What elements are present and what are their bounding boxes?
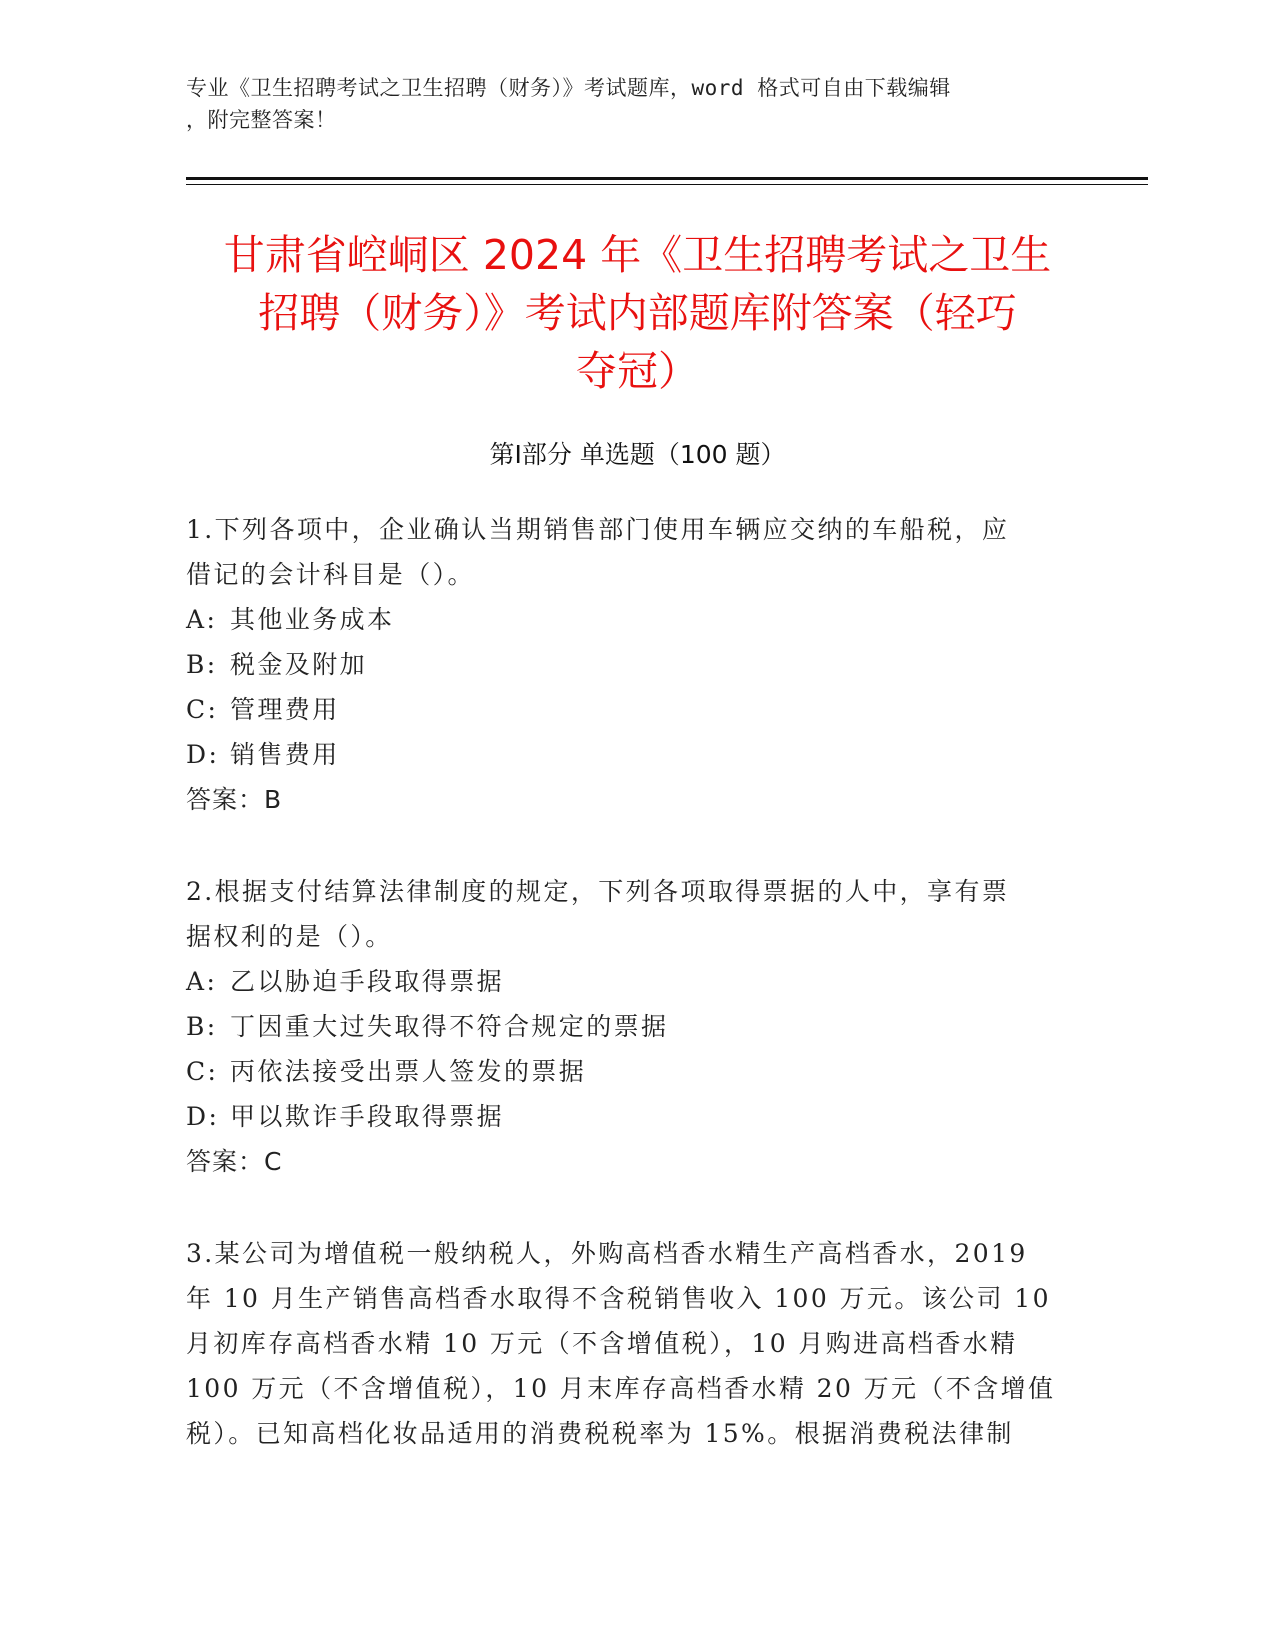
option-text: 管理费用 <box>230 695 340 724</box>
option-key: C: <box>186 695 219 724</box>
option-key: B: <box>186 1012 218 1041</box>
section-title: 第Ⅰ部分 单选题（100 题） <box>489 440 786 469</box>
question-stem-line: 100 万元（不含增值税），10 月末库存高档香水精 20 万元（不含增值 <box>186 1374 1056 1403</box>
option-key: D: <box>186 1102 220 1131</box>
option-b <box>186 1004 1086 1049</box>
option-b <box>186 642 1086 687</box>
question-stem-line: 2.根据支付结算法律制度的规定，下列各项取得票据的人中，享有票 <box>186 877 1010 906</box>
option-text: 甲以欺诈手段取得票据 <box>230 1102 505 1131</box>
option-text: 销售费用 <box>230 740 340 769</box>
option-c <box>186 687 1086 732</box>
answer-line: 答案：C <box>186 1147 283 1176</box>
option-text: 丙依法接受出票人签发的票据 <box>230 1057 587 1086</box>
option-key: D: <box>186 740 220 769</box>
option-key: C: <box>186 1057 219 1086</box>
question-stem-line: 3.某公司为增值税一般纳税人，外购高档香水精生产高档香水，2019 <box>186 1239 1028 1268</box>
header-note <box>186 72 1086 136</box>
option-text: 丁因重大过失取得不符合规定的票据 <box>230 1012 669 1041</box>
question-stem-line: 1.下列各项中，企业确认当期销售部门使用车辆应交纳的车船税，应 <box>186 515 1010 544</box>
document-title <box>150 226 1125 400</box>
header-divider-thick <box>186 177 1148 180</box>
header-note-line: ，附完整答案！ <box>186 108 337 132</box>
title-line: 招聘（财务）》考试内部题库附答案（轻巧 <box>258 289 1017 337</box>
question-2 <box>186 869 1086 1184</box>
option-text: 税金及附加 <box>230 650 368 679</box>
option-key: A: <box>186 967 218 996</box>
option-d <box>186 732 1086 777</box>
option-key: A: <box>186 605 218 634</box>
option-a <box>186 959 1086 1004</box>
question-stem-line: 年 10 月生产销售高档香水取得不含税销售收入 100 万元。该公司 10 <box>186 1284 1051 1313</box>
header-divider-thin <box>186 184 1148 185</box>
question-stem-line: 税）。已知高档化妆品适用的消费税税率为 15%。根据消费税法律制 <box>186 1419 1014 1448</box>
question-stem-line: 据权利的是（）。 <box>186 922 393 951</box>
question-1 <box>186 507 1086 822</box>
question-3 <box>186 1231 1086 1456</box>
question-stem-line: 借记的会计科目是（）。 <box>186 560 475 589</box>
answer-line: 答案：B <box>186 785 283 814</box>
option-d <box>186 1094 1086 1139</box>
option-c <box>186 1049 1086 1094</box>
option-text: 乙以胁迫手段取得票据 <box>230 967 505 996</box>
option-key: B: <box>186 650 218 679</box>
question-stem-line: 月初库存高档香水精 10 万元（不含增值税），10 月购进高档香水精 <box>186 1329 1018 1358</box>
header-note-line: 专业《卫生招聘考试之卫生招聘（财务）》考试题库，word 格式可自由下载编辑 <box>186 76 951 100</box>
option-a <box>186 597 1086 642</box>
option-text: 其他业务成本 <box>230 605 395 634</box>
title-line: 夺冠） <box>576 347 699 395</box>
title-line: 甘肃省崆峒区 2024 年《卫生招聘考试之卫生 <box>223 231 1052 279</box>
